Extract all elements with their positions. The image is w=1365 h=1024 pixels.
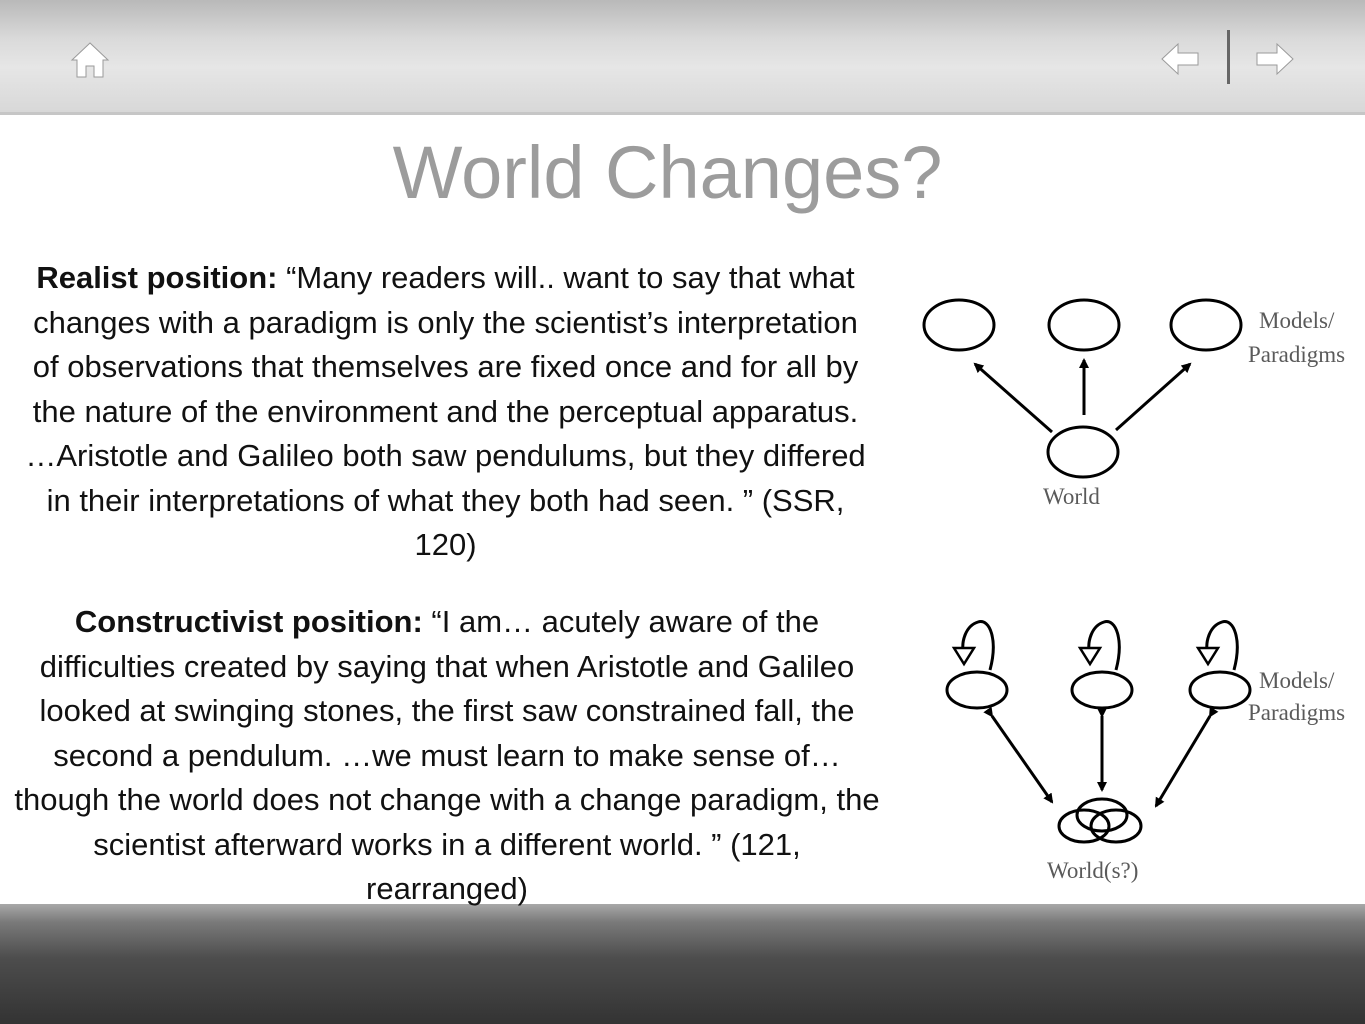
nav-divider bbox=[1227, 30, 1230, 84]
constructivist-heading: Constructivist position: bbox=[74, 604, 423, 639]
realist-heading: Realist position: bbox=[36, 260, 278, 295]
model-node-middle bbox=[1049, 300, 1119, 350]
model-node-right bbox=[1190, 672, 1250, 708]
arrow-left-bidirectional bbox=[992, 716, 1052, 802]
loop-arrowhead-left bbox=[954, 648, 974, 664]
top-toolbar bbox=[0, 0, 1365, 115]
arrow-world-to-right bbox=[1116, 364, 1190, 430]
realist-quote-text: “Many readers will.. want to say that what changes with a paradigm is only the scientist’s interpretation of observations that themselves are fixed once and for all by the nature of the environment and the perceptual apparatus. …Aristotle and Galileo both saw pendulums, but they differed in their interpretations of what they both had seen. ” (SSR, 120) bbox=[25, 260, 866, 562]
paradigm-diagram bbox=[900, 280, 1365, 900]
bottom-bar bbox=[0, 904, 1365, 1024]
arrow-right-icon[interactable] bbox=[1255, 42, 1295, 76]
self-loop-left bbox=[963, 622, 993, 670]
world-label: World(s?) bbox=[1047, 858, 1139, 883]
models-label-line1: Models/ bbox=[1259, 308, 1335, 333]
model-node-left bbox=[947, 672, 1007, 708]
world-label: World bbox=[1043, 484, 1100, 509]
model-node-middle bbox=[1072, 672, 1132, 708]
arrow-right-bidirectional bbox=[1156, 716, 1210, 806]
models-label-line2: Paradigms bbox=[1248, 342, 1346, 367]
model-node-right bbox=[1171, 300, 1241, 350]
loop-arrowhead-middle bbox=[1080, 648, 1100, 664]
models-label-line2: Paradigms bbox=[1248, 700, 1346, 725]
constructivist-quote bbox=[12, 600, 882, 912]
model-node-left bbox=[924, 300, 994, 350]
self-loop-right bbox=[1207, 622, 1237, 670]
models-label-line1: Models/ bbox=[1259, 668, 1335, 693]
loop-arrowhead-right bbox=[1198, 648, 1218, 664]
home-icon[interactable] bbox=[70, 40, 110, 80]
constructivist-diagram bbox=[947, 622, 1345, 883]
realist-diagram bbox=[924, 300, 1345, 509]
slide-title: World Changes? bbox=[392, 131, 943, 214]
world-node bbox=[1048, 427, 1118, 477]
realist-quote bbox=[18, 256, 873, 568]
arrow-left-icon[interactable] bbox=[1160, 42, 1200, 76]
constructivist-quote-text: “I am… acutely aware of the difficulties created by saying that when Aristotle and Galileo looked at swinging stones, the first saw constrained fall, the second a pendulum. …we must learn to make sense of… though the world does not change with a change paradigm, the scientist afterward works in a different world. ” (121, rearranged) bbox=[14, 604, 880, 906]
self-loop-middle bbox=[1089, 622, 1119, 670]
arrow-world-to-left bbox=[975, 364, 1052, 432]
